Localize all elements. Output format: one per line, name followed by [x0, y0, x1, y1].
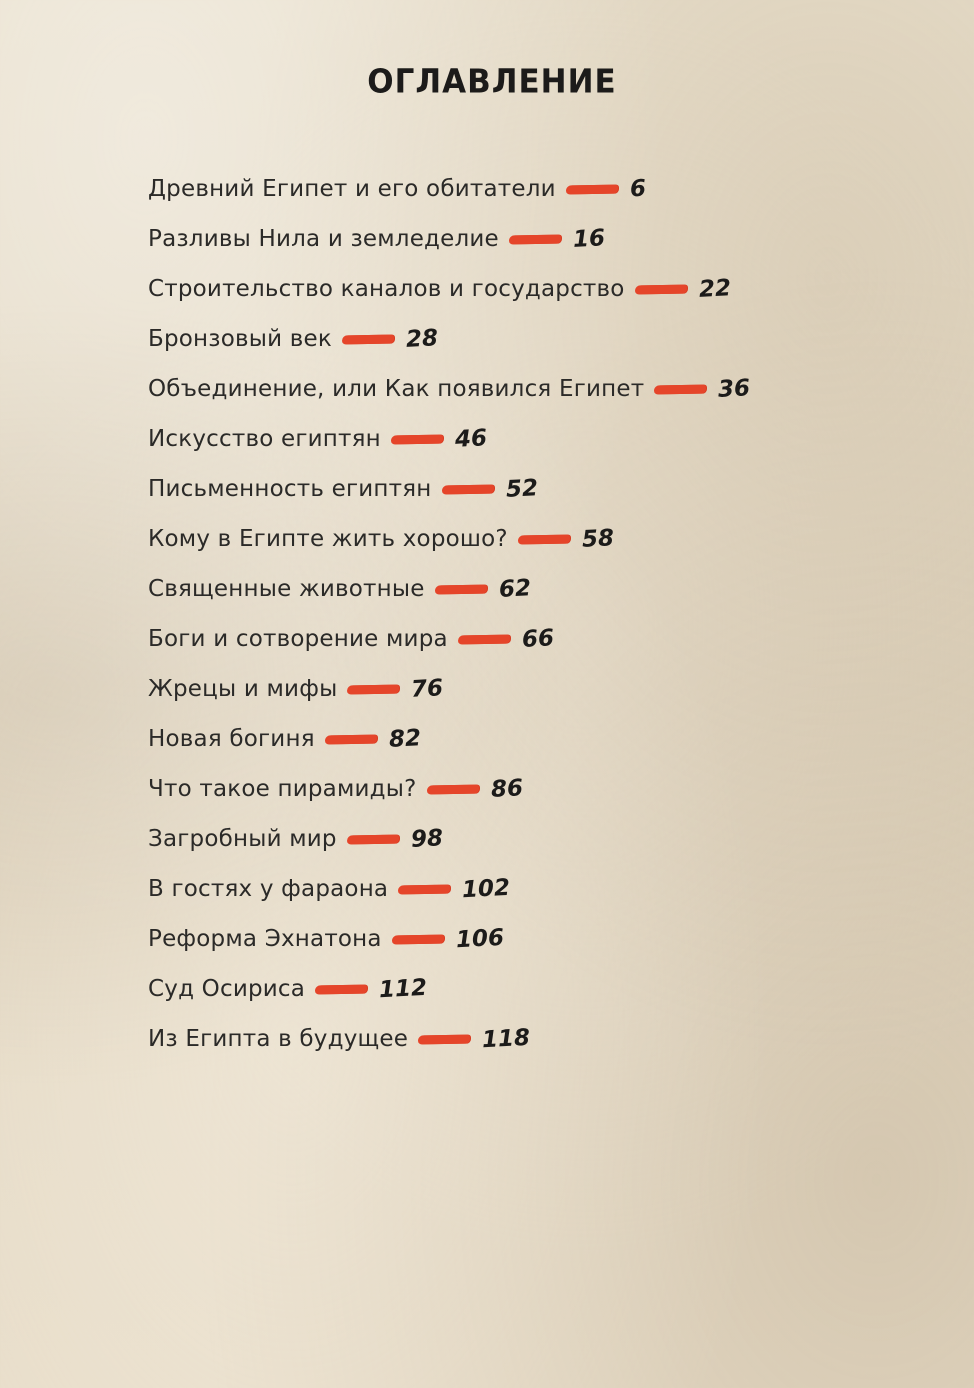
toc-item[interactable] — [148, 1014, 908, 1064]
toc-item-title: В гостях у фараона — [148, 876, 389, 902]
toc-item[interactable] — [148, 514, 908, 564]
red-dash-separator — [458, 634, 510, 644]
toc-item-title: Бронзовый век — [148, 326, 332, 352]
toc-item[interactable] — [148, 664, 908, 714]
toc-item-title: Объединение, или Как появился Египет — [148, 376, 645, 402]
toc-item-page-number: 82 — [388, 725, 422, 753]
toc-item-page-number: 36 — [717, 375, 751, 403]
toc-item-page-number: 106 — [455, 924, 505, 954]
toc-item-page-number: 58 — [581, 525, 615, 553]
toc-item-title: Искусство египтян — [148, 426, 381, 452]
toc-item[interactable] — [148, 714, 908, 764]
red-dash-separator — [391, 434, 443, 444]
toc-item-page-number: 16 — [572, 225, 606, 253]
toc-item-page-number: 28 — [405, 325, 439, 353]
red-dash-separator — [325, 734, 377, 744]
red-dash-separator — [342, 334, 394, 344]
toc-item[interactable] — [148, 214, 908, 264]
red-dash-separator — [347, 834, 399, 844]
toc-item-page-number: 46 — [454, 425, 488, 453]
toc-item[interactable] — [148, 264, 908, 314]
toc-item-title: Священные животные — [148, 576, 425, 602]
toc-item-title: Древний Египет и его обитатели — [148, 176, 556, 202]
red-dash-separator — [518, 534, 570, 544]
toc-item-title: Жрецы и мифы — [148, 676, 338, 702]
red-dash-separator — [509, 234, 561, 244]
page-title: ОГЛАВЛЕНИЕ — [367, 63, 617, 101]
toc-item[interactable] — [148, 414, 908, 464]
toc-item[interactable] — [148, 164, 908, 214]
red-dash-separator — [654, 384, 706, 394]
toc-item-title: Строительство каналов и государство — [148, 276, 625, 302]
toc-item[interactable] — [148, 864, 908, 914]
toc-item[interactable] — [148, 964, 908, 1014]
toc-item-page-number: 76 — [410, 675, 445, 703]
red-dash-separator — [634, 284, 686, 294]
toc-item[interactable] — [148, 914, 908, 964]
toc-item[interactable] — [148, 814, 908, 864]
red-dash-separator — [392, 934, 444, 944]
red-dash-separator — [566, 184, 618, 194]
toc-item-page-number: 112 — [378, 974, 428, 1004]
red-dash-separator — [426, 784, 478, 794]
toc-item[interactable] — [148, 564, 908, 614]
toc-item-page-number: 52 — [504, 475, 539, 503]
toc-item-title: Боги и сотворение мира — [148, 626, 448, 652]
toc-item-page-number: 102 — [461, 874, 511, 904]
toc-item-title: Загробный мир — [148, 826, 337, 852]
red-dash-separator — [398, 884, 450, 894]
red-dash-separator — [315, 984, 367, 994]
toc-item[interactable] — [148, 464, 908, 514]
toc-item-page-number: 66 — [521, 625, 555, 653]
table-of-contents — [148, 164, 908, 1064]
toc-item-page-number: 98 — [410, 825, 444, 853]
red-dash-separator — [418, 1034, 470, 1044]
toc-item-title: Что такое пирамиды? — [148, 776, 417, 802]
red-dash-separator — [347, 684, 399, 694]
toc-item-title: Суд Осириса — [148, 976, 306, 1002]
red-dash-separator — [441, 484, 493, 494]
toc-item[interactable] — [148, 614, 908, 664]
toc-item[interactable] — [148, 364, 908, 414]
toc-item-page-number: 86 — [489, 775, 524, 803]
toc-item-title: Разливы Нила и земледелие — [148, 226, 499, 252]
toc-item-page-number: 6 — [629, 175, 647, 203]
toc-item-title: Письменность египтян — [148, 476, 432, 502]
toc-item-page-number: 22 — [697, 275, 732, 303]
toc-item[interactable] — [148, 764, 908, 814]
toc-item-page-number: 62 — [497, 575, 532, 603]
toc-item-page-number: 118 — [481, 1024, 531, 1054]
toc-item[interactable] — [148, 314, 908, 364]
red-dash-separator — [435, 584, 487, 594]
toc-item-title: Реформа Эхнатона — [148, 926, 382, 952]
toc-item-title: Новая богиня — [148, 726, 315, 752]
toc-item-title: Из Египта в будущее — [148, 1026, 409, 1052]
toc-item-title: Кому в Египте жить хорошо? — [148, 526, 508, 552]
